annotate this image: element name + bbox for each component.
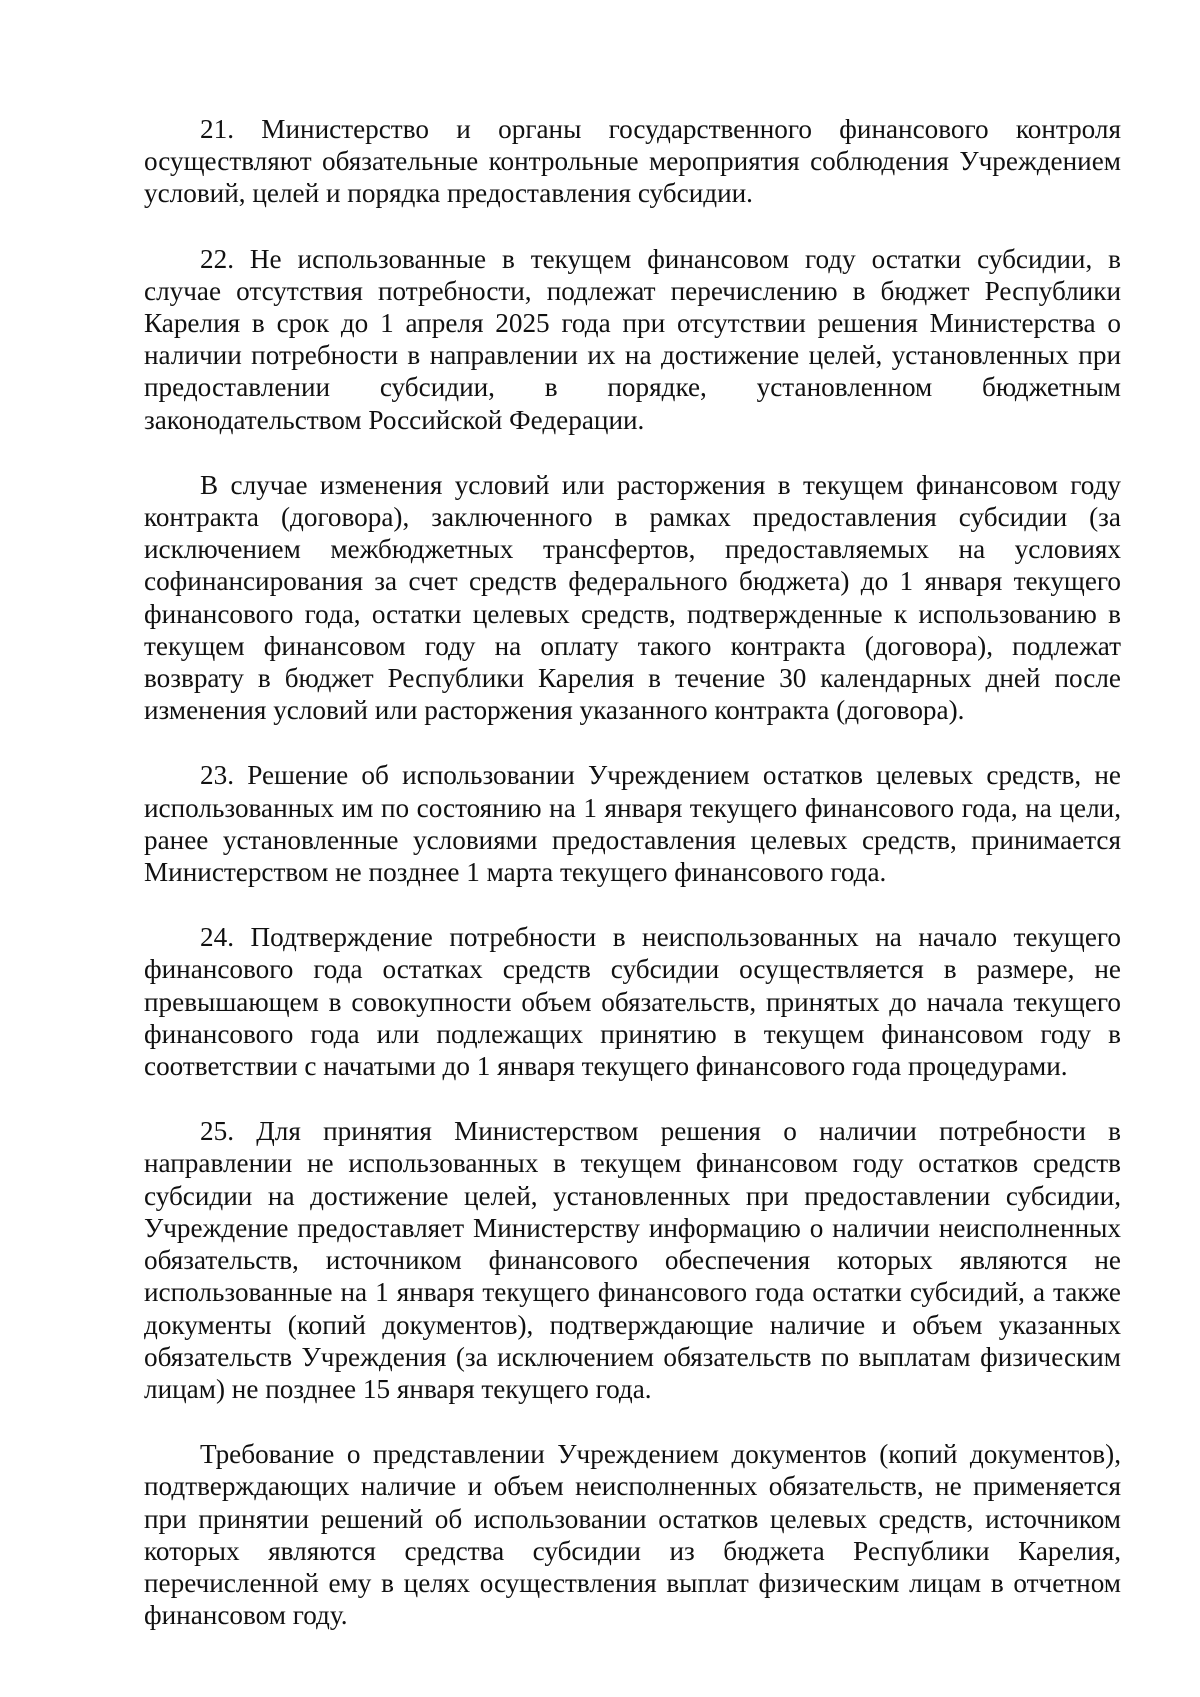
paragraph-23: 23. Решение об использовании Учреждением остатков целевых средств, не использованных им по состоянию на 1 января текущего финансового года, на цели, ранее установленные условиями предоставления целевых средств, принимается Министерством не позднее 1 марта текущего финансового года. — [144, 760, 1121, 888]
paragraph-25: 25. Для принятия Министерством решения о наличии потребности в направлении не использованных в текущем финансовом году остатков средств субсидии на достижение целей, установленных при предоставлении субсидии, Учреждение предоставляет Министерству информацию о наличии неисполненных обязательств, источником финансового обеспечения которых являются не использованные на 1 января текущего финансового года остатки субсидий, а также документы (копий документов), подтверждающие наличие и объем указанных обязательств Учреждения (за исключением обязательств по выплатам физическим лицам) не позднее 15 января текущего года. — [144, 1116, 1121, 1404]
paragraph-24: 24. Подтверждение потребности в неиспользованных на начало текущего финансового года остатках средств субсидии осуществляется в размере, не превышающем в совокупности объем обязательств, принятых до начала текущего финансового года или подлежащих принятию в текущем финансовом году в соответствии с начатыми до 1 января текущего финансового года процедурами. — [144, 922, 1121, 1082]
document-body — [144, 113, 1121, 1664]
paragraph-22: 22. Не использованные в текущем финансовом году остатки субсидии, в случае отсутствия потребности, подлежат перечислению в бюджет Республики Карелия в срок до 1 апреля 2025 года при отсутствии решения Министерства о наличии потребности в направлении их на достижение целей, установленных при предоставлении субсидии, в порядке, установленном бюджетным законодательством Российской Федерации. — [144, 243, 1121, 435]
paragraph-22-contract-change: В случае изменения условий или расторжения в текущем финансовом году контракта (договора), заключенного в рамках предоставления субсидии (за исключением межбюджетных трансфертов, предоставляемых на условиях софинансирования за счет средств федерального бюджета) до 1 января текущего финансового года, остатки целевых средств, подтвержденные к использованию в текущем финансовом году на оплату такого контракта (договора), подлежат возврату в бюджет Республики Карелия в течение 30 календарных дней после изменения условий или расторжения указанного контракта (договора). — [144, 469, 1121, 726]
paragraph-21: 21. Министерство и органы государственного финансового контроля осуществляют обязательные контрольные мероприятия соблюдения Учреждением условий, целей и порядка предоставления субсидии. — [144, 114, 1121, 209]
paragraph-25-documents-requirement: Требование о представлении Учреждением документов (копий документов), подтверждающих наличие и объем неисполненных обязательств, не применяется при принятии решений об использовании остатков целевых средств, источником которых являются средства субсидии из бюджета Республики Карелия, перечисленной ему в целях осуществления выплат физическим лицам в отчетном финансовом году. — [144, 1439, 1121, 1631]
